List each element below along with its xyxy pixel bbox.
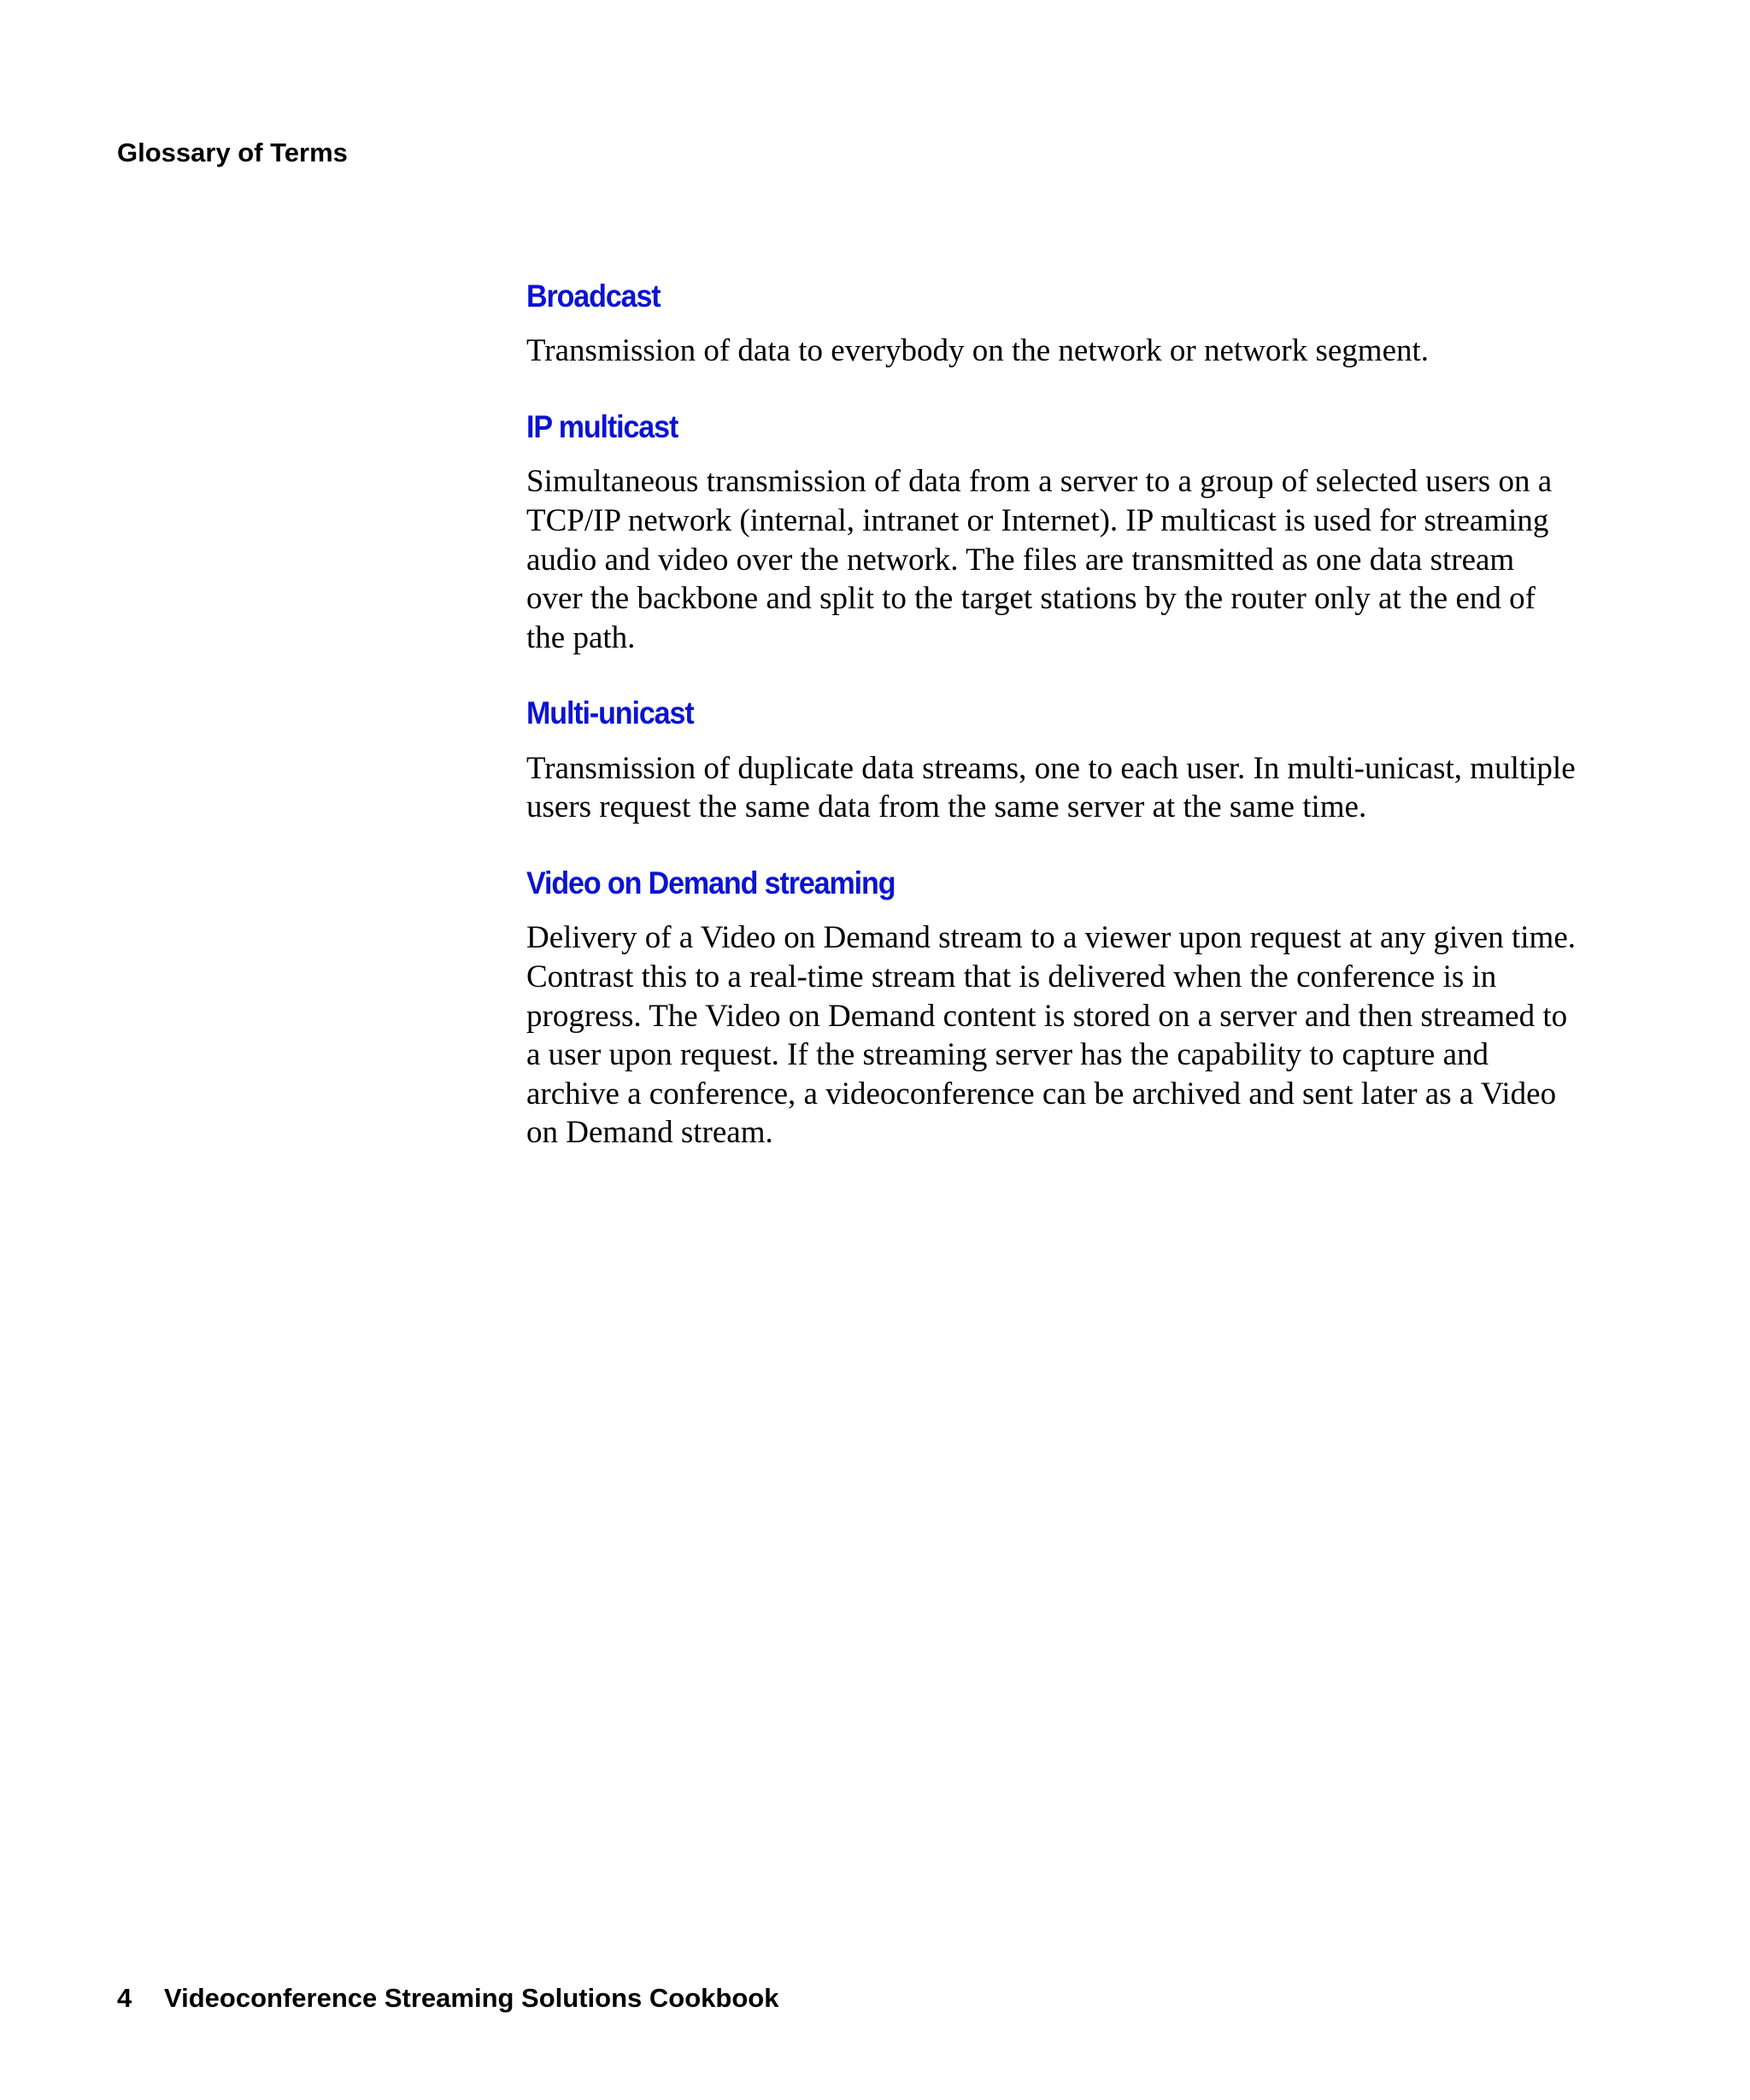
term-heading: Video on Demand streaming — [526, 865, 896, 900]
running-header: Glossary of Terms — [117, 138, 348, 167]
glossary-entry-multi-unicast — [526, 695, 1577, 827]
glossary-entry-ip-multicast — [526, 408, 1577, 657]
term-definition: Transmission of duplicate data streams, one to each user. In multi-unicast, multiple users request the same data from the same server at the same time. — [526, 750, 1576, 825]
term-heading: Multi-unicast — [526, 695, 694, 731]
glossary-entry-video-on-demand-streaming — [526, 865, 1577, 1153]
running-footer — [117, 1982, 778, 2014]
page-number: 4 — [117, 1983, 132, 2013]
term-heading: Broadcast — [526, 279, 661, 314]
book-title: Videoconference Streaming Solutions Cookbook — [164, 1983, 779, 2013]
glossary-entry-broadcast — [526, 278, 1577, 371]
term-definition: Simultaneous transmission of data from a server to a group of selected users on a TCP/IP network (internal, intranet or Internet). IP multicast is used for streaming audio and video over the network. The files are transmitted as one data stream over the backbone and split to the target stations by the router only at the end of the path. — [526, 464, 1553, 655]
term-definition: Delivery of a Video on Demand stream to a viewer upon request at any given time. Contrast this to a real-time stream that is delivered when the conference is in progress. The Video on Demand content is stored on a server and then streamed to a user upon request. If the streaming server has the capability to capture and archive a conference, a videoconference can be archived and sent later as a Video on Demand stream. — [526, 920, 1576, 1151]
glossary-entries — [526, 278, 1577, 1190]
term-heading: IP multicast — [526, 408, 678, 444]
term-definition: Transmission of data to everybody on the network or network segment. — [526, 333, 1430, 369]
